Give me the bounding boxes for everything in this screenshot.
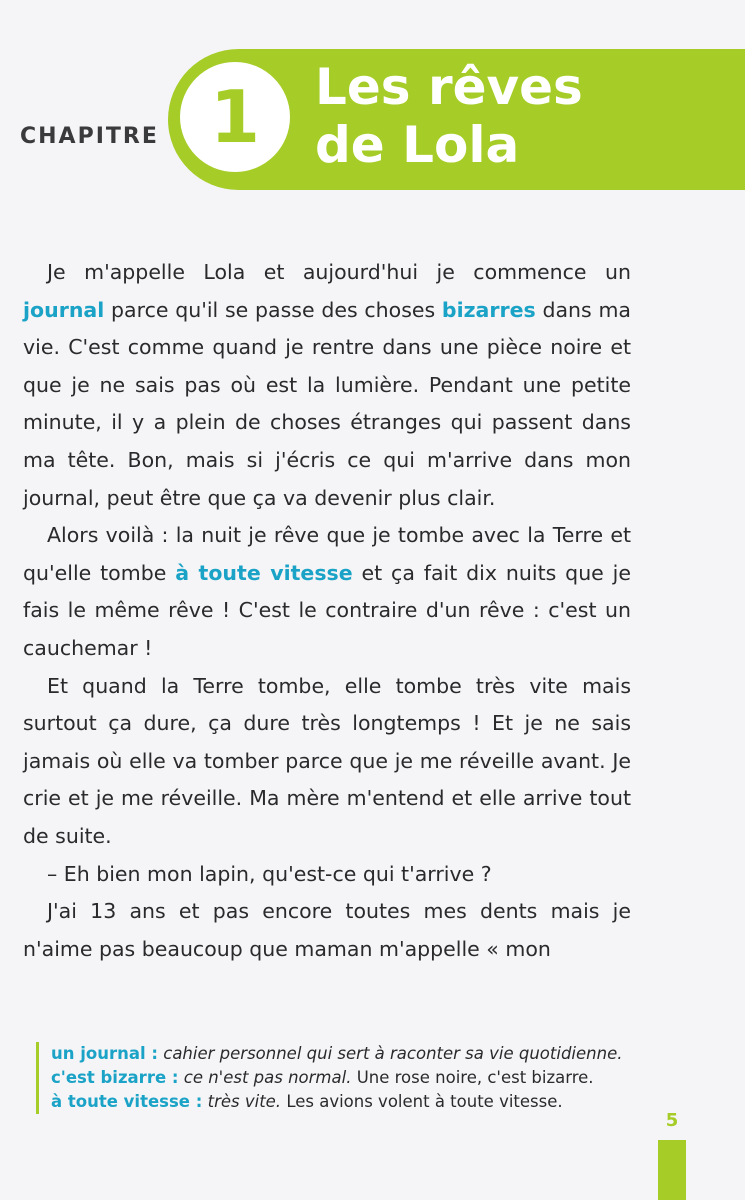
- highlighted-word: à toute vitesse: [175, 560, 353, 585]
- body-text: [23, 254, 631, 968]
- glossary-entry: [51, 1066, 647, 1090]
- chapter-number: 1: [209, 75, 261, 159]
- text-segment: Alors voilà : la nuit je rêve que je tombe avec la Terre et qu'elle tombe: [23, 523, 631, 585]
- paragraph: [23, 668, 631, 856]
- chapter-title-line-2: de Lola: [315, 116, 520, 174]
- glossary-term: c'est bizarre :: [51, 1068, 179, 1087]
- highlighted-word: bizarres: [441, 297, 536, 322]
- glossary-entry: [51, 1090, 647, 1114]
- paragraph: [23, 856, 631, 894]
- text-segment: Et quand la Terre tombe, elle tombe très vite mais surtout ça dure, ça dure très longtemps ! Et je ne sais jamais où elle va tomber parce que je me réveille avant. Je crie et je me réveille. Ma mère m'entend et elle arrive tout de suite.: [23, 673, 631, 848]
- glossary-box: [36, 1042, 647, 1114]
- highlighted-word: journal: [23, 297, 105, 322]
- text-segment: parce qu'il se passe des choses: [104, 297, 442, 322]
- text-segment: Je m'appelle Lola et aujourd'hui je commence un: [47, 260, 631, 284]
- page-number: 5: [665, 1110, 679, 1131]
- chapter-title: [315, 58, 735, 174]
- glossary-definition: cahier personnel qui sert à raconter sa vie quotidienne.: [163, 1044, 623, 1063]
- paragraph: [23, 517, 631, 667]
- paragraph: [23, 893, 631, 968]
- chapter-label: CHAPITRE: [20, 124, 159, 149]
- text-segment: et ça fait dix nuits que je fais le même rêve ! C'est le contraire d'un rêve : c'est un cauchemar !: [23, 560, 631, 660]
- glossary-term: à toute vitesse :: [51, 1092, 203, 1111]
- chapter-number-circle: [180, 62, 290, 172]
- glossary-definition: ce n'est pas normal.: [183, 1068, 352, 1087]
- chapter-title-line-1: Les rêves: [315, 58, 583, 116]
- text-segment: – Eh bien mon lapin, qu'est-ce qui t'arrive ?: [47, 861, 492, 886]
- glossary-example: Les avions volent à toute vitesse.: [286, 1092, 563, 1111]
- glossary-term: un journal :: [51, 1044, 158, 1063]
- text-segment: J'ai 13 ans et pas encore toutes mes dents mais je n'aime pas beaucoup que maman m'appelle « mon: [23, 899, 631, 961]
- text-segment: dans ma vie. C'est comme quand je rentre dans une pièce noire et que je ne sais pas où est la lumière. Pendant une petite minute, il y a plein de choses étranges qui passent dans ma tête. Bon, mais si j'écris ce qui m'arrive dans mon journal, peut être que ça va devenir plus clair.: [23, 297, 631, 510]
- glossary-definition: très vite.: [207, 1092, 282, 1111]
- glossary-example: Une rose noire, c'est bizarre.: [356, 1068, 594, 1087]
- page-tab-marker: [658, 1140, 686, 1200]
- paragraph: [23, 254, 631, 517]
- glossary-entry: [51, 1042, 647, 1066]
